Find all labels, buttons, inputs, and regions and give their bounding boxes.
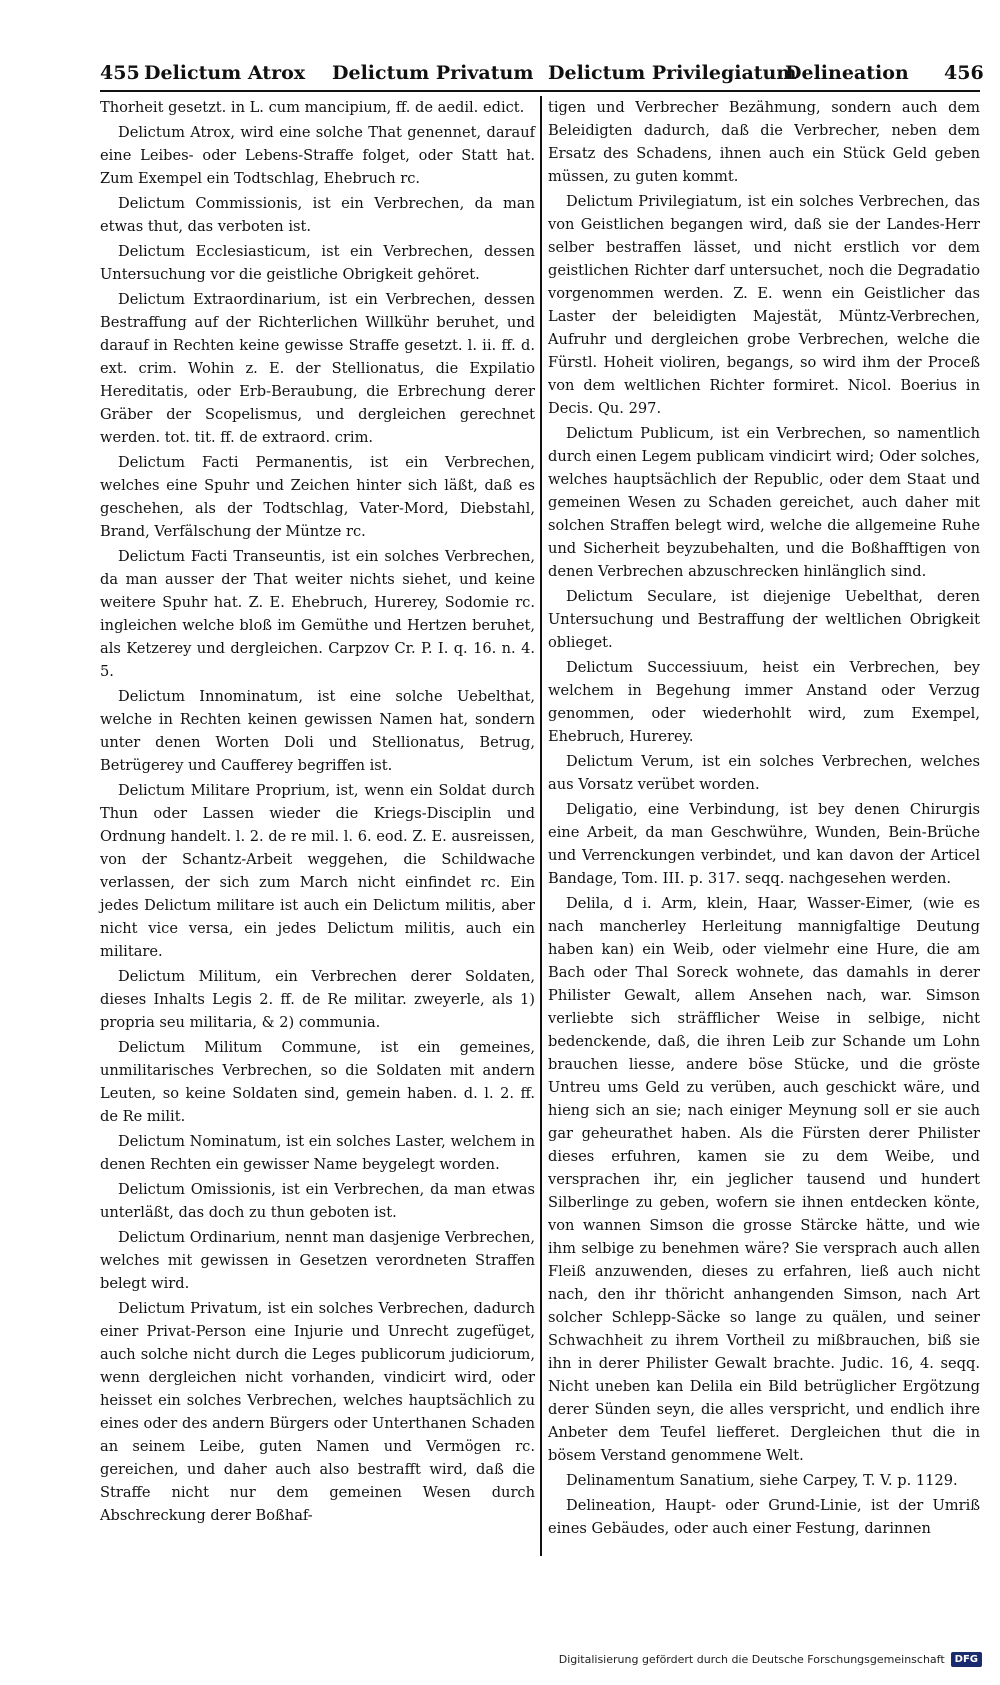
dictionary-entry: Delictum Facti Permanentis, ist ein Verbrechen, welches eine Spuhr und Zeichen hinter sich läßt, daß es geschehen, als der Todtschlag, Vater-Mord, Diebstahl, Brand, Verfälschung der Müntze rc. xyxy=(100,454,535,540)
page-number-left: 455 xyxy=(100,62,140,84)
digitization-footer xyxy=(559,1652,982,1667)
dictionary-entry: Deligatio, eine Verbindung, ist bey denen Chirurgis eine Arbeit, da man Geschwühre, Wunden, Bein-Brüche und Verrenckungen verbindet, und kan davon der Articel Bandage, Tom. III. p. 317. seqq. nachgesehen werden. xyxy=(548,801,980,887)
dictionary-entry: Delictum Seculare, ist diejenige Uebelthat, deren Untersuchung und Bestraffung der weltlichen Obrigkeit oblieget. xyxy=(548,588,980,651)
continued-text: tigen und Verbrecher Bezähmung, sondern auch dem Beleidigten dadurch, daß die Verbrecher, neben dem Ersatz des Schadens, ihnen auch ein Stück Geld geben müssen, zu guten kommt. xyxy=(548,99,980,185)
dictionary-entry: Delineation, Haupt- oder Grund-Linie, ist der Umriß eines Gebäudes, oder auch einer Festung, darinnen xyxy=(548,1497,980,1537)
dictionary-entry: Delictum Atrox, wird eine solche That genennet, darauf eine Leibes- oder Lebens-Straffe folget, oder Statt hat. Zum Exempel ein Todtschlag, Ehebruch rc. xyxy=(100,124,535,187)
header-title-4: Delineation xyxy=(785,62,909,84)
left-column xyxy=(100,96,535,1529)
dictionary-entry: Delictum Nominatum, ist ein solches Laster, welchem in denen Rechten ein gewisser Name beygelegt worden. xyxy=(100,1133,535,1173)
header-title-2: Delictum Privatum xyxy=(332,62,534,84)
dictionary-entry: Delictum Omissionis, ist ein Verbrechen, da man etwas unterläßt, das doch zu thun geboten ist. xyxy=(100,1181,535,1221)
dictionary-entry: Delictum Facti Transeuntis, ist ein solches Verbrechen, da man ausser der That weiter nichts siehet, und keine weitere Spuhr hat. Z. E. Ehebruch, Hurerey, Sodomie rc. ingleichen welche bloß im Gemüthe und Hertzen beruhet, als Ketzerey und dergleichen. Carpzov Cr. P. I. q. 16. n. 4. 5. xyxy=(100,548,535,680)
header-title-3: Delictum Privilegiatum xyxy=(548,62,797,84)
column-divider xyxy=(540,96,542,1556)
dfg-logo-icon: DFG xyxy=(951,1652,982,1667)
dictionary-entry: Delictum Publicum, ist ein Verbrechen, so namentlich durch einen Legem publicam vindicirt wird; Oder solches, welches hauptsächlich der Republic, oder dem Staat und gemeinen Wesen zu Schaden gereichet, auch daher mit solchen Straffen belegt wird, welche die allgemeine Ruhe und Sicherheit beyzubehalten, und die Boßhafftigen von denen Verbrechen abzuschrecken hinlänglich sind. xyxy=(548,425,980,580)
dictionary-entry: Delila, d i. Arm, klein, Haar, Wasser-Eimer, (wie es nach mancherley Herleitung mannigfaltige Deutung haben kan) ein Weib, oder vielmehr eine Hure, die am Bach oder Thal Soreck wohnete, das damahls in derer Philister Gewalt, allem Ansehen nach, war. Simson verliebte sich sträfflicher Weise in selbige, nicht bedenckende, daß, die ihren Leib zur Schande um Lohn brauchen liesse, andere böse Stücke, und die gröste Untreu ums Geld zu verüben, auch geschickt wäre, und hieng sich an sie; nach einiger Meynung soll er sie auch gar geheurathet haben. Als die Fürsten derer Philister dieses erfuhren, kamen sie zu dem Weibe, und versprachen ihr, ein jeglicher tausend und hundert Silberlinge zu geben, wofern sie ihnen entdecken könte, von wannen Simson die grosse Stärcke hätte, und wie ihm selbige zu benehmen wäre? Sie versprach auch allen Fleiß anzuwenden, dieses zu erfahren, ließ auch nicht nach, den ihr thöricht anhangenden Simson, nach Art solcher Schlepp-Säcke so lange zu quälen, und seiner Schwachheit zu ihrem Vortheil zu mißbrauchen, biß sie ihn in derer Philister Gewalt brachte. Judic. 16, 4. seqq. Nicht uneben kan Delila ein Bild betrüglicher Ergötzung derer Sünden seyn, die alles verspricht, und endlich ihre Anbeter dem Teufel liefferet. Dergleichen thut die in bösem Verstand genommene Welt. xyxy=(548,895,980,1464)
dictionary-entry: Delictum Extraordinarium, ist ein Verbrechen, dessen Bestraffung auf der Richterlichen Willkühr beruhet, und darauf in Rechten keine gewisse Straffe gesetzt. l. ii. ff. d. ext. crim. Wohin z. E. der Stellionatus, die Expilatio Hereditatis, oder Erb-Beraubung, die Erbrechung derer Gräber der Scopelismus, und dergleichen gerechnet werden. tot. tit. ff. de extraord. crim. xyxy=(100,291,535,446)
header-title-1: Delictum Atrox xyxy=(144,62,306,84)
dictionary-entry: Delictum Verum, ist ein solches Verbrechen, welches aus Vorsatz verübet worden. xyxy=(548,753,980,793)
header-rule xyxy=(100,90,980,92)
page-number-right: 456 xyxy=(944,62,984,84)
right-column xyxy=(548,96,980,1542)
dictionary-entry: Delictum Ecclesiasticum, ist ein Verbrechen, dessen Untersuchung vor die geistliche Obrigkeit gehöret. xyxy=(100,243,535,283)
dictionary-entry: Delictum Successiuum, heist ein Verbrechen, bey welchem in Begehung immer Anstand oder Verzug genommen, oder wiederhohlt wird, zum Exempel, Ehebruch, Hurerey. xyxy=(548,659,980,745)
dictionary-entry: Delictum Militare Proprium, ist, wenn ein Soldat durch Thun oder Lassen wieder die Kriegs-Disciplin und Ordnung handelt. l. 2. de re mil. l. 6. eod. Z. E. ausreissen, von der Schantz-Arbeit weggehen, die Schildwache verlassen, der sich zum March nicht einfindet rc. Ein jedes Delictum militare ist auch ein Delictum militis, aber nicht vice versa, ein jedes Delictum militis, auch ein militare. xyxy=(100,782,535,960)
continued-text: Thorheit gesetzt. in L. cum mancipium, ff. de aedil. edict. xyxy=(100,99,525,116)
footer-credit: Digitalisierung gefördert durch die Deutsche Forschungsgemeinschaft xyxy=(558,1653,945,1666)
dictionary-entry: Delictum Militum, ein Verbrechen derer Soldaten, dieses Inhalts Legis 2. ff. de Re militar. zweyerle, als 1) propria seu militaria, & 2) communia. xyxy=(100,968,535,1031)
dictionary-entry: Delictum Innominatum, ist eine solche Uebelthat, welche in Rechten keinen gewissen Namen hat, sondern unter denen Worten Doli und Stellionatus, Betrug, Betrügerey und Caufferey begriffen ist. xyxy=(100,688,535,774)
dictionary-entry: Delictum Privatum, ist ein solches Verbrechen, dadurch einer Privat-Person eine Injurie und Unrecht zugefüget, auch solche nicht durch die Leges publicorum judiciorum, wenn dergleichen nicht vorhanden, vindicirt wird, oder heisset ein solches Verbrechen, welches hauptsächlich zu eines oder des andern Bürgers oder Unterthanen Schaden an seinem Leibe, guten Namen und Vermögen rc. gereichen, und daher auch also bestrafft wird, daß die Straffe nicht nur dem gemeinen Wesen durch Abschreckung derer Boßhaf- xyxy=(100,1300,535,1524)
dictionary-entry: Delictum Militum Commune, ist ein gemeines, unmilitarisches Verbrechen, so die Soldaten mit andern Leuten, so keine Soldaten sind, gemein haben. d. l. 2. ff. de Re milit. xyxy=(100,1039,535,1125)
dictionary-entry: Delictum Commissionis, ist ein Verbrechen, da man etwas thut, das verboten ist. xyxy=(100,195,535,235)
dictionary-entry: Delictum Privilegiatum, ist ein solches Verbrechen, das von Geistlichen begangen wird, daß sie der Landes-Herr selber bestraffen lässet, und nicht erstlich vor dem geistlichen Richter darf untersuchet, noch die Degradatio vorgenommen werden. Z. E. wenn ein Geistlicher das Laster der beleidigten Majestät, Müntz-Verbrechen, Aufruhr und dergleichen grobe Verbrechen, welche die Fürstl. Hoheit violiren, begangs, so wird ihm der Proceß von dem weltlichen Richter formiret. Nicol. Boerius in Decis. Qu. 297. xyxy=(548,193,980,417)
dictionary-entry: Delictum Ordinarium, nennt man dasjenige Verbrechen, welches mit gewissen in Gesetzen verordneten Straffen belegt wird. xyxy=(100,1229,535,1292)
dictionary-entry: Delinamentum Sanatium, siehe Carpey, T. V. p. 1129. xyxy=(566,1472,958,1489)
